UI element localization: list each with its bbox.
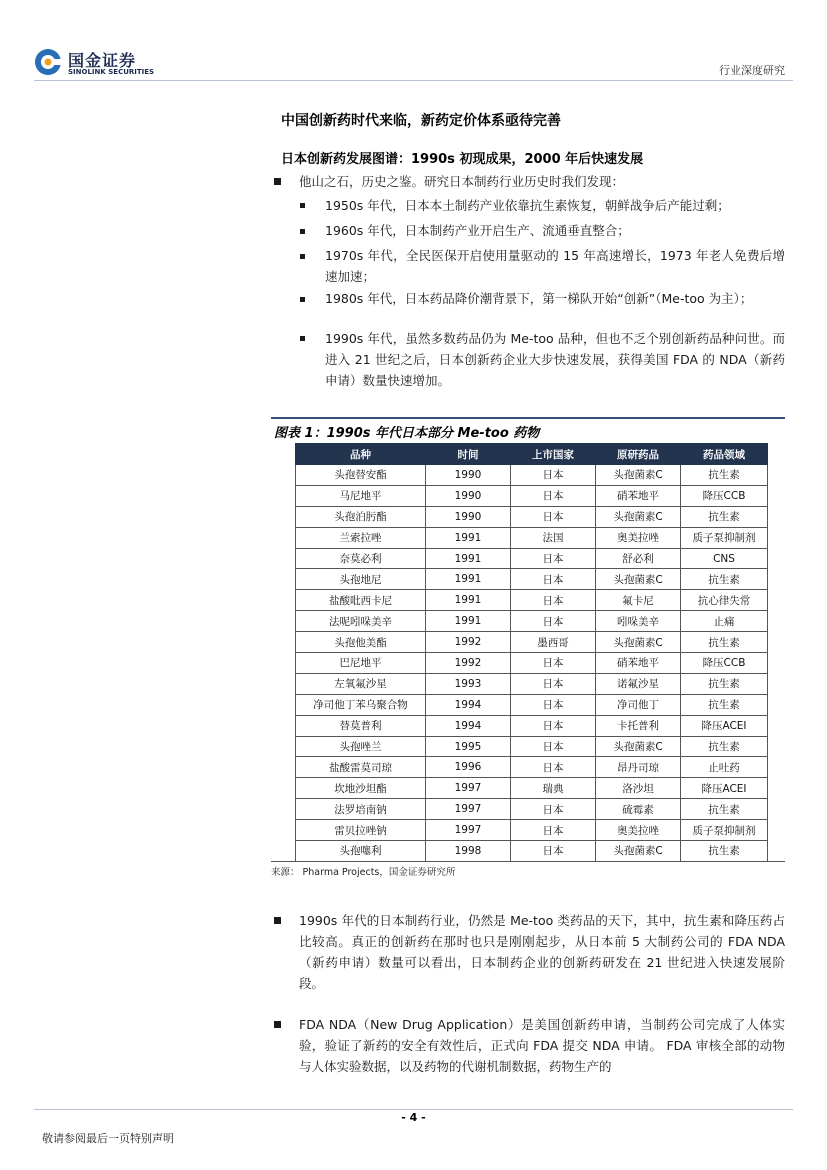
drug-name-cell: 头孢地尼	[296, 569, 426, 590]
drug-name-cell: 头孢噻利	[296, 841, 426, 862]
logo-text-cn: 国金证券	[68, 51, 137, 70]
original-drug-cell: 净司他丁	[596, 694, 681, 715]
dot-bullet-icon	[300, 336, 305, 341]
therapeutic-area-cell: 抗生素	[681, 799, 768, 820]
report-type: 行业深度研究	[719, 64, 785, 77]
country-cell: 日本	[511, 694, 596, 715]
original-drug-cell: 舒必利	[596, 548, 681, 569]
drug-name-cell: 头孢泊肟酯	[296, 506, 426, 527]
table-row	[296, 715, 768, 736]
intro-bullet-5: 1990s 年代，虽然多数药品仍为 Me-too 品种，但也不乏个别创新药品种问世。而进入 21 世纪之后，日本创新药企业大步快速发展，获得美国 FDA 的 NDA（新药申请）数量快速增加。	[325, 331, 785, 388]
intro-bullet-2: 1960s 年代，日本制药产业开启生产、流通垂直整合；	[325, 223, 630, 238]
original-drug-cell: 硝苯地平	[596, 485, 681, 506]
original-drug-cell: 头孢菌素C	[596, 841, 681, 862]
body-paragraph-2: FDA NDA（New Drug Application）是美国创新药申请，当制药公司完成了人体实验，验证了新药的安全有效性后，正式向 FDA 提交 NDA 申请。 FDA 审核全部的动物与人体实验数据，以及药物的代谢机制数据，药物生产的	[299, 1017, 785, 1074]
country-cell: 日本	[511, 465, 596, 486]
therapeutic-area-cell: 止痛	[681, 611, 768, 632]
intro-bullet-4: 1980s 年代，日本药品降价潮背景下，第一梯队开始“创新”（Me-too 为主）；	[325, 291, 753, 306]
year-cell: 1990	[426, 465, 511, 486]
original-drug-cell: 卡托普利	[596, 715, 681, 736]
page-number: - 4 -	[401, 1111, 426, 1124]
therapeutic-area-cell: 抗生素	[681, 632, 768, 653]
drug-name-cell: 替莫普利	[296, 715, 426, 736]
therapeutic-area-cell: 止吐药	[681, 757, 768, 778]
therapeutic-area-cell: CNS	[681, 548, 768, 569]
table-row	[296, 736, 768, 757]
country-cell: 日本	[511, 799, 596, 820]
therapeutic-area-cell: 质子泵抑制剂	[681, 527, 768, 548]
column-header: 原研药品	[596, 444, 681, 465]
table-row	[296, 820, 768, 841]
drug-name-cell: 马尼地平	[296, 485, 426, 506]
square-bullet-icon	[274, 917, 281, 924]
country-cell: 日本	[511, 653, 596, 674]
table-row	[296, 527, 768, 548]
original-drug-cell: 头孢菌素C	[596, 736, 681, 757]
source-divider	[271, 861, 785, 862]
original-drug-cell: 头孢菌素C	[596, 465, 681, 486]
dot-bullet-icon	[300, 297, 305, 302]
country-cell: 日本	[511, 673, 596, 694]
page-header	[0, 0, 827, 82]
original-drug-cell: 洛沙坦	[596, 778, 681, 799]
drug-name-cell: 雷贝拉唑钠	[296, 820, 426, 841]
year-cell: 1996	[426, 757, 511, 778]
year-cell: 1991	[426, 590, 511, 611]
table-row	[296, 673, 768, 694]
country-cell: 日本	[511, 611, 596, 632]
year-cell: 1991	[426, 548, 511, 569]
table-row	[296, 590, 768, 611]
drug-name-cell: 盐酸吡西卡尼	[296, 590, 426, 611]
square-bullet-icon	[274, 178, 281, 185]
original-drug-cell: 奥美拉唑	[596, 820, 681, 841]
drug-name-cell: 头孢唑兰	[296, 736, 426, 757]
therapeutic-area-cell: 抗生素	[681, 694, 768, 715]
year-cell: 1993	[426, 673, 511, 694]
country-cell: 日本	[511, 736, 596, 757]
country-cell: 日本	[511, 820, 596, 841]
table-row	[296, 465, 768, 486]
table-row	[296, 841, 768, 862]
drug-name-cell: 净司他丁苯乌聚合物	[296, 694, 426, 715]
country-cell: 日本	[511, 569, 596, 590]
subsection-title: 日本创新药发展图谱：1990s 初现成果，2000 年后快速发展	[281, 152, 644, 167]
original-drug-cell: 硝苯地平	[596, 653, 681, 674]
figure-title: 图表 1：1990s 年代日本部分 Me-too 药物	[274, 426, 540, 441]
therapeutic-area-cell: 降压CCB	[681, 653, 768, 674]
therapeutic-area-cell: 抗生素	[681, 569, 768, 590]
therapeutic-area-cell: 抗生素	[681, 465, 768, 486]
year-cell: 1992	[426, 632, 511, 653]
year-cell: 1997	[426, 799, 511, 820]
year-cell: 1990	[426, 506, 511, 527]
table-row	[296, 632, 768, 653]
country-cell: 法国	[511, 527, 596, 548]
therapeutic-area-cell: 抗生素	[681, 673, 768, 694]
original-drug-cell: 诺氟沙星	[596, 673, 681, 694]
table-row	[296, 778, 768, 799]
column-header: 品种	[296, 444, 426, 465]
dot-bullet-icon	[300, 203, 305, 208]
table-row	[296, 757, 768, 778]
header-divider	[34, 80, 793, 81]
table-row	[296, 694, 768, 715]
year-cell: 1995	[426, 736, 511, 757]
year-cell: 1998	[426, 841, 511, 862]
year-cell: 1997	[426, 778, 511, 799]
footer-divider	[34, 1109, 793, 1110]
column-header: 上市国家	[511, 444, 596, 465]
intro-lead: 他山之石，历史之鉴。研究日本制药行业历史时我们发现：	[299, 174, 625, 189]
intro-bullet-3: 1970s 年代，全民医保开启使用量驱动的 15 年高速增长，1973 年老人免费后增速加速；	[325, 248, 785, 284]
original-drug-cell: 昂丹司琼	[596, 757, 681, 778]
therapeutic-area-cell: 质子泵抑制剂	[681, 820, 768, 841]
therapeutic-area-cell: 抗心律失常	[681, 590, 768, 611]
drug-name-cell: 头孢他美酯	[296, 632, 426, 653]
original-drug-cell: 吲哚美辛	[596, 611, 681, 632]
drug-name-cell: 法呢吲哚美辛	[296, 611, 426, 632]
figure-title-bar	[271, 417, 785, 443]
column-header: 时间	[426, 444, 511, 465]
drug-name-cell: 头孢替安酯	[296, 465, 426, 486]
therapeutic-area-cell: 降压ACEI	[681, 715, 768, 736]
original-drug-cell: 头孢菌素C	[596, 506, 681, 527]
disclaimer-note: 敬请参阅最后一页特别声明	[42, 1132, 174, 1145]
drug-name-cell: 坎地沙坦酯	[296, 778, 426, 799]
dot-bullet-icon	[300, 254, 305, 259]
drug-name-cell: 奈莫必利	[296, 548, 426, 569]
year-cell: 1991	[426, 527, 511, 548]
drug-name-cell: 左氧氟沙星	[296, 673, 426, 694]
year-cell: 1994	[426, 715, 511, 736]
country-cell: 墨西哥	[511, 632, 596, 653]
sinolink-logo-icon	[34, 48, 62, 76]
original-drug-cell: 头孢菌素C	[596, 632, 681, 653]
country-cell: 瑞典	[511, 778, 596, 799]
table-row	[296, 653, 768, 674]
original-drug-cell: 硫霉素	[596, 799, 681, 820]
therapeutic-area-cell: 抗生素	[681, 736, 768, 757]
figure-source: 来源： Pharma Projects，国金证券研究所	[271, 867, 456, 878]
dot-bullet-icon	[300, 229, 305, 234]
therapeutic-area-cell: 抗生素	[681, 506, 768, 527]
country-cell: 日本	[511, 485, 596, 506]
body-paragraph-1: 1990s 年代的日本制药行业，仍然是 Me-too 类药品的天下，其中，抗生素和降压药占比较高。真正的创新药在那时也只是刚刚起步，从日本前 5 大制药公司的 FDA NDA（新药申请）数量可以看出，日本制药企业的创新药研发在 21 世纪进入快速发展阶段。	[299, 913, 785, 991]
table-row	[296, 485, 768, 506]
year-cell: 1994	[426, 694, 511, 715]
year-cell: 1990	[426, 485, 511, 506]
metoo-drug-table	[295, 443, 768, 862]
drug-name-cell: 巴尼地平	[296, 653, 426, 674]
therapeutic-area-cell: 降压CCB	[681, 485, 768, 506]
country-cell: 日本	[511, 590, 596, 611]
original-drug-cell: 奥美拉唑	[596, 527, 681, 548]
table-row	[296, 506, 768, 527]
country-cell: 日本	[511, 715, 596, 736]
table-row	[296, 799, 768, 820]
original-drug-cell: 头孢菌素C	[596, 569, 681, 590]
year-cell: 1997	[426, 820, 511, 841]
year-cell: 1992	[426, 653, 511, 674]
year-cell: 1991	[426, 611, 511, 632]
intro-bullet-1: 1950s 年代，日本本土制药产业依靠抗生素恢复，朝鲜战争后产能过剩；	[325, 198, 730, 213]
drug-name-cell: 盐酸雷莫司琼	[296, 757, 426, 778]
therapeutic-area-cell: 降压ACEI	[681, 778, 768, 799]
section-title: 中国创新药时代来临，新药定价体系亟待完善	[281, 113, 561, 129]
country-cell: 日本	[511, 506, 596, 527]
table-header-row	[296, 444, 768, 465]
table-row	[296, 569, 768, 590]
square-bullet-icon	[274, 1021, 281, 1028]
table-row	[296, 548, 768, 569]
sinolink-logo	[34, 44, 174, 80]
column-header: 药品领域	[681, 444, 768, 465]
year-cell: 1991	[426, 569, 511, 590]
original-drug-cell: 氟卡尼	[596, 590, 681, 611]
table-row	[296, 611, 768, 632]
logo-text-en: SINOLINK SECURITIES	[68, 68, 155, 76]
country-cell: 日本	[511, 757, 596, 778]
country-cell: 日本	[511, 841, 596, 862]
drug-name-cell: 兰索拉唑	[296, 527, 426, 548]
drug-name-cell: 法罗培南钠	[296, 799, 426, 820]
therapeutic-area-cell: 抗生素	[681, 841, 768, 862]
country-cell: 日本	[511, 548, 596, 569]
